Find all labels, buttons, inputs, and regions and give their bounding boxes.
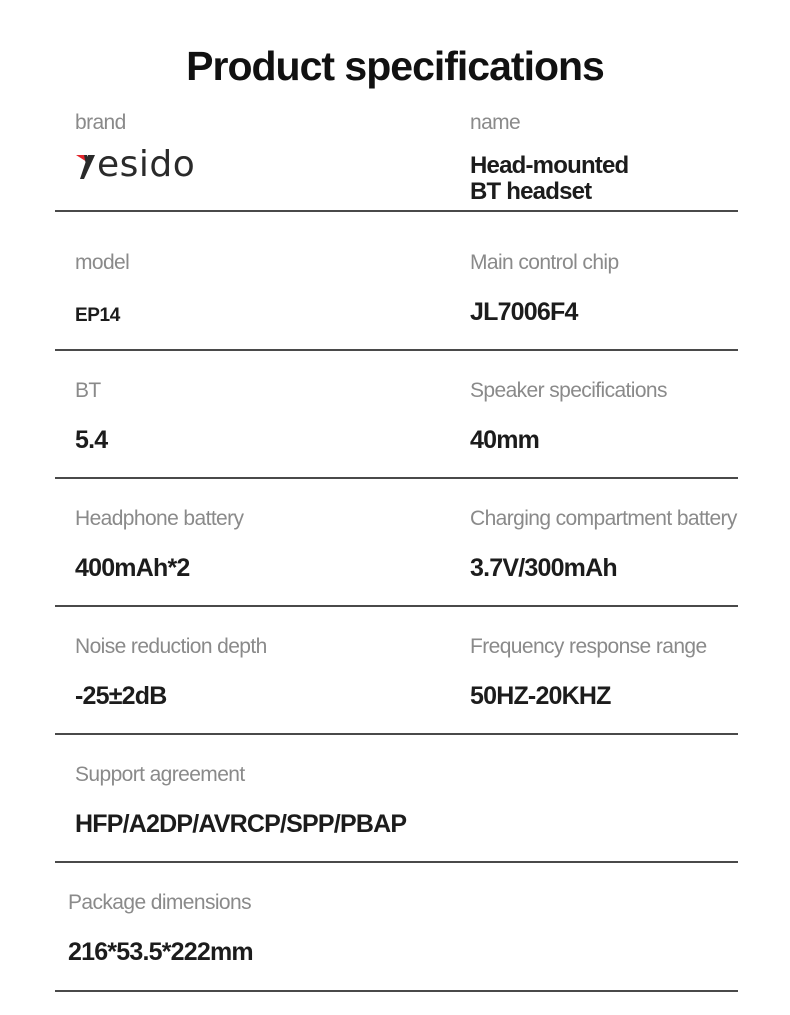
spec-agreement xyxy=(75,762,407,838)
spec-value-chip: JL7006F4 xyxy=(470,298,578,326)
spec-value-name xyxy=(470,153,710,205)
spec-label-noise: Noise reduction depth xyxy=(75,635,267,658)
spec-label-charging-battery: Charging compartment battery xyxy=(470,507,737,530)
spec-row-brand-name xyxy=(55,110,738,212)
spec-value-frequency: 50HZ-20KHZ xyxy=(470,682,611,710)
spec-chip xyxy=(470,250,619,326)
spec-value-speaker: 40mm xyxy=(470,426,540,454)
spec-bt xyxy=(75,378,108,454)
spec-label-speaker: Speaker specifications xyxy=(470,379,667,402)
spec-row-noise-frequency xyxy=(55,634,738,735)
spec-value-bt: 5.4 xyxy=(75,426,108,454)
spec-label-frequency: Frequency response range xyxy=(470,635,707,658)
spec-label-model: model xyxy=(75,251,130,274)
spec-value-name-line2: BT headset xyxy=(470,178,592,205)
spec-row-package xyxy=(55,890,738,992)
spec-value-model: EP14 xyxy=(75,305,120,326)
spec-package xyxy=(68,890,253,966)
spec-label-name: name xyxy=(470,111,521,134)
brand-logo-mark xyxy=(75,148,97,182)
spec-value-name-line1: Head-mounted xyxy=(470,152,629,179)
brand-logo xyxy=(75,144,196,185)
spec-charging-battery xyxy=(470,506,737,582)
spec-frequency xyxy=(470,634,707,710)
spec-row-bt-speaker xyxy=(55,378,738,479)
spec-value-package: 216*53.5*222mm xyxy=(68,938,253,966)
spec-brand xyxy=(75,110,196,185)
brand-logo-text: esido xyxy=(97,144,196,185)
page-title: Product specifications xyxy=(186,43,604,89)
spec-label-agreement: Support agreement xyxy=(75,763,245,786)
spec-value-noise: -25±2dB xyxy=(75,682,167,710)
spec-name xyxy=(470,110,629,205)
spec-model xyxy=(75,250,130,326)
spec-noise xyxy=(75,634,267,710)
spec-speaker xyxy=(470,378,667,454)
spec-label-brand: brand xyxy=(75,111,126,134)
spec-label-bt: BT xyxy=(75,379,101,402)
spec-label-headphone-battery: Headphone battery xyxy=(75,507,244,530)
spec-value-agreement: HFP/A2DP/AVRCP/SPP/PBAP xyxy=(75,810,407,838)
spec-row-agreement xyxy=(55,762,738,863)
spec-row-batteries xyxy=(55,506,738,607)
spec-row-model-chip xyxy=(55,250,738,351)
spec-value-charging-battery: 3.7V/300mAh xyxy=(470,554,617,582)
spec-headphone-battery xyxy=(75,506,244,582)
spec-label-chip: Main control chip xyxy=(470,251,619,274)
spec-value-headphone-battery: 400mAh*2 xyxy=(75,554,190,582)
spec-label-package: Package dimensions xyxy=(68,891,251,914)
